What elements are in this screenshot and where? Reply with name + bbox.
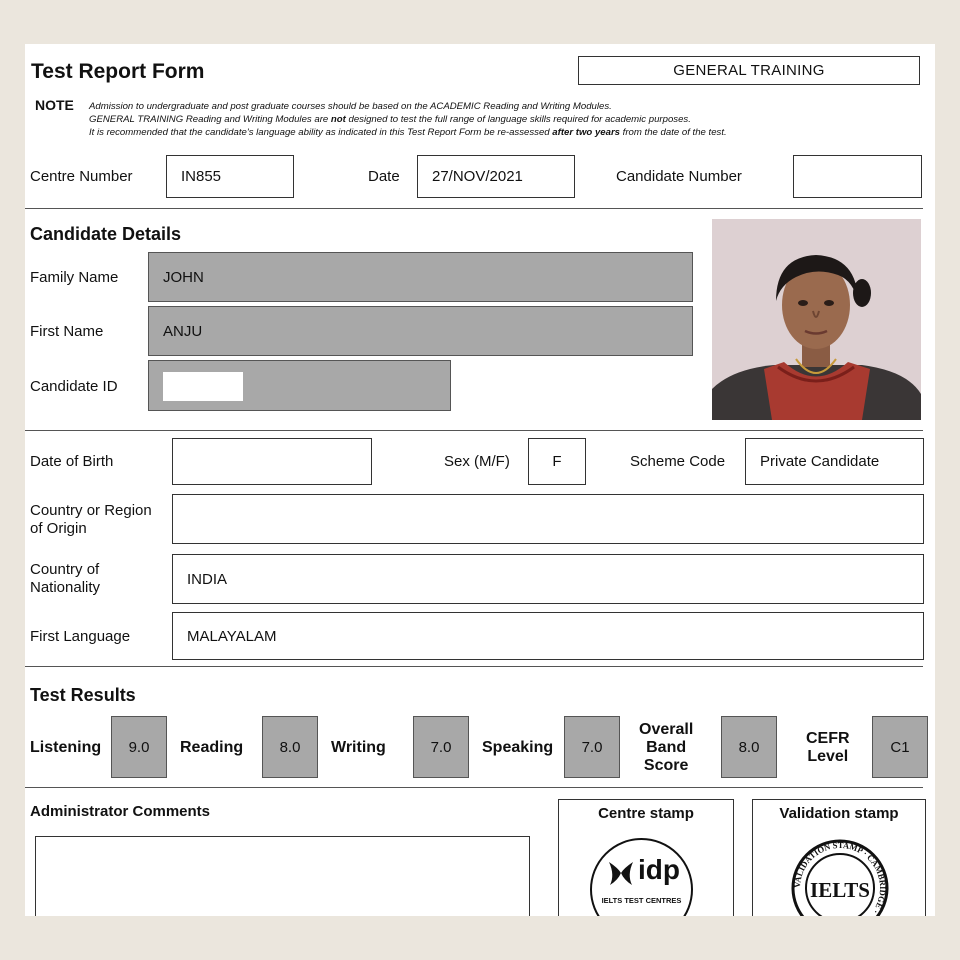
country-of-origin-label-line-1: Country or Region: [30, 502, 152, 519]
date-field: 27/NOV/2021: [417, 155, 575, 198]
overall-band-score: 8.0: [721, 716, 777, 778]
note-line-1: Admission to undergraduate and post graduate courses should be based on the ACADEMIC Reading and Writing Modules.: [89, 101, 612, 112]
note-text: [89, 100, 929, 139]
note-line-3: [89, 126, 929, 139]
candidate-photo: [712, 219, 921, 420]
writing-score: 7.0: [413, 716, 469, 778]
reading-label: Reading: [180, 739, 244, 756]
cefr-level-label: [806, 730, 850, 766]
family-name-label: Family Name: [30, 269, 119, 286]
note-line-2-bold: not: [330, 114, 346, 125]
idp-sub-text: IELTS TEST CENTRES: [601, 896, 682, 905]
note-line-2-a: GENERAL TRAINING Reading and Writing Modules are: [89, 114, 331, 125]
note-line-3-c: from the date of the test.: [620, 127, 727, 138]
divider: [25, 666, 923, 667]
speaking-label: Speaking: [482, 739, 554, 756]
family-name-field: JOHN: [148, 252, 693, 302]
writing-label: Writing: [331, 739, 386, 756]
ielts-seal-text: IELTS: [810, 878, 870, 902]
centre-stamp-box: [558, 799, 734, 916]
speaking-score: 7.0: [564, 716, 620, 778]
note-label: NOTE: [35, 97, 74, 113]
candidate-details-heading: Candidate Details: [30, 224, 182, 244]
country-of-origin-field: [172, 494, 924, 544]
idp-mark-icon: [606, 858, 636, 888]
first-language-field: MALAYALAM: [172, 612, 924, 660]
candidate-number-label: Candidate Number: [616, 168, 742, 185]
module-box: GENERAL TRAINING: [578, 56, 920, 85]
country-of-origin-label-line-2: of Origin: [30, 520, 87, 537]
note-line-3-a: It is recommended that the candidate's language ability as indicated in this Test Report Form be re-assessed: [89, 127, 553, 138]
cefr-label-line-2: Level: [807, 748, 849, 765]
overall-label-line-3: Score: [643, 757, 689, 774]
ielts-seal: [790, 838, 890, 916]
nationality-field: INDIA: [172, 554, 924, 604]
administrator-comments-label: Administrator Comments: [30, 803, 211, 820]
divider: [25, 787, 923, 788]
sex-label: Sex (M/F): [444, 453, 510, 470]
validation-stamp-label: Validation stamp: [779, 805, 899, 822]
nationality-label: [30, 561, 100, 597]
note-line-2: [89, 113, 929, 126]
overall-label-line-2: Band: [646, 739, 687, 756]
form-title: Test Report Form: [31, 60, 205, 83]
validation-stamp-box: [752, 799, 926, 916]
nationality-label-line-1: Country of: [30, 561, 100, 578]
candidate-id-label: Candidate ID: [30, 378, 118, 395]
cefr-label-line-1: CEFR: [806, 730, 850, 747]
centre-number-field: IN855: [166, 155, 294, 198]
sex-field: F: [528, 438, 586, 485]
date-label: Date: [368, 168, 400, 185]
date-of-birth-field: [172, 438, 372, 485]
overall-band-score-label: [639, 721, 693, 775]
listening-score: 9.0: [111, 716, 167, 778]
first-name-label: First Name: [30, 323, 104, 340]
centre-stamp-label: Centre stamp: [598, 805, 694, 822]
country-of-origin-label: [30, 502, 152, 538]
divider: [25, 208, 923, 209]
overall-label-line-1: Overall: [639, 721, 694, 738]
seal-rings: [790, 838, 890, 916]
redaction-block: [163, 372, 243, 401]
first-name-field: ANJU: [148, 306, 693, 356]
note-line-3-bold: after two years: [552, 127, 621, 138]
scheme-code-label: Scheme Code: [630, 453, 726, 470]
seal-ring-text: VALIDATION STAMP · CAMBRIDGE ·: [791, 839, 889, 916]
idp-logo: [590, 838, 693, 916]
administrator-comments-box: [35, 836, 530, 916]
test-report-form: [25, 44, 935, 916]
test-results-heading: Test Results: [30, 685, 136, 705]
listening-label: Listening: [30, 739, 102, 756]
centre-number-label: Centre Number: [30, 168, 133, 185]
first-language-label: First Language: [30, 628, 131, 645]
reading-score: 8.0: [262, 716, 318, 778]
cefr-level: C1: [872, 716, 928, 778]
nationality-label-line-2: Nationality: [30, 579, 101, 596]
idp-logo-text: idp: [638, 854, 680, 885]
note-line-2-c: designed to test the full range of language skills required for academic purposes.: [345, 114, 691, 125]
candidate-number-field: [793, 155, 922, 198]
date-of-birth-label: Date of Birth: [30, 453, 114, 470]
scheme-code-field: Private Candidate: [745, 438, 924, 485]
divider: [25, 430, 923, 431]
portrait-image: [712, 219, 921, 420]
